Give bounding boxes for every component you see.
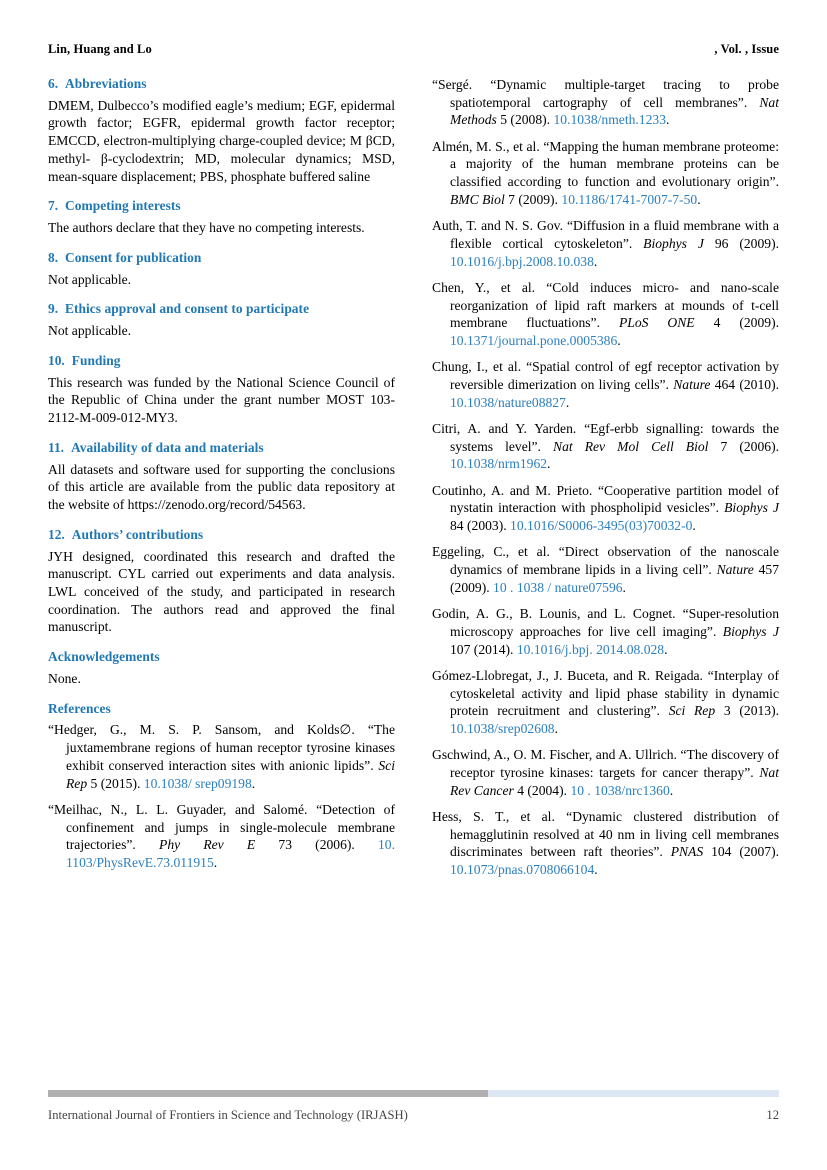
reference-entry <box>432 138 779 209</box>
reference-citation-text: Chen, Y., et al. “Cold induces micro- and nano-scale reorganization of lipid raft markers at mounds of t-cell membrane fluctuations”. <box>432 279 779 331</box>
reference-trailing-punctuation: . <box>554 721 558 736</box>
section-heading <box>48 301 395 318</box>
section-number: 6. <box>48 76 59 91</box>
reference-doi-link[interactable]: 10.1016/j.bpj. 2014.08.028 <box>516 641 665 657</box>
footer <box>48 1108 779 1123</box>
reference-entry <box>432 482 779 535</box>
reference-doi-link[interactable]: 10.1016/j.bpj.2008.10.038 <box>450 253 594 269</box>
reference-trailing-punctuation: . <box>593 253 598 269</box>
reference-citation-text: Eggeling, C., et al. “Direct observation of the nanoscale dynamics of membrane lipids in a living cell”. <box>432 544 779 578</box>
reference-journal-name: Nat Methods <box>450 94 779 128</box>
section-body-text: This research was funded by the National Science Council of the Republic of China under the grant number MOST 103-2112-M-009-012-MY3. <box>48 374 395 426</box>
reference-journal-name: Biophys J <box>724 500 779 516</box>
section-number: 7. <box>48 198 59 214</box>
reference-doi-link[interactable]: 10.1038/ srep09198 <box>143 775 252 791</box>
references-heading <box>48 701 395 718</box>
reference-volume-year: 96 (2009). <box>703 235 779 251</box>
right-column <box>432 76 779 1061</box>
reference-list <box>48 721 395 871</box>
section-number: 12. <box>48 526 65 542</box>
reference-journal-name: PLoS ONE <box>618 315 695 331</box>
section-block <box>48 76 395 185</box>
reference-entry <box>432 358 779 411</box>
footer-bar-blue-segment <box>488 1090 779 1097</box>
section-body-text: None. <box>48 670 81 686</box>
reference-journal-name: Sci Rep <box>66 757 395 791</box>
reference-volume-year: 4 (2004). <box>513 782 571 798</box>
reference-citation-text: “Sergé. “Dynamic multiple-target tracing to probe spatiotemporal cartography of cell membranes”. <box>432 77 779 110</box>
reference-doi-link[interactable]: 10.1016/S0006-3495(03)70032-0 <box>510 518 693 534</box>
section-title: Funding <box>71 352 121 368</box>
section-block <box>48 301 395 339</box>
reference-trailing-punctuation: . <box>697 191 701 207</box>
section-body-text: All datasets and software used for supporting the conclusions of this article are available from the public data repository at the website of https://zenodo.org/record/54563. <box>48 461 395 513</box>
section-title: Abbreviations <box>65 76 147 91</box>
reference-volume-year: 73 (2006). <box>255 837 378 853</box>
reference-journal-name: Nature <box>716 562 754 578</box>
reference-doi-link[interactable]: 10 . 1038 / nature07596 <box>493 579 623 595</box>
reference-volume-year: 107 (2014). <box>450 641 517 657</box>
reference-trailing-punctuation: . <box>251 775 256 791</box>
reference-citation-text: “Hedger, G., M. S. P. Sansom, and Kolds∅. “The juxtamembrane regions of human receptor tyrosine kinases exhibit conserved interaction sites with anionic lipids”. <box>48 722 395 773</box>
reference-citation-text: Chung, I., et al. “Spatial control of egf receptor activation by reversible dimerization on living cells”. <box>432 359 779 393</box>
reference-doi-link[interactable]: 10.1038/nature08827 <box>450 394 566 410</box>
reference-trailing-punctuation: . <box>622 579 626 595</box>
section-body-text: JYH designed, coordinated this research and drafted the manuscript. CYL carried out experiments and data analysis. LWL conceived of the study, and participated in research coordination. The authors read and approved the final manuscript. <box>48 548 395 635</box>
section-block <box>48 649 395 687</box>
reference-citation-text: Hess, S. T., et al. “Dynamic clustered distribution of hemagglutinin resolved at 40 nm in living cell membranes discriminates between raft theories”. <box>432 808 779 860</box>
reference-journal-name: Sci Rep <box>668 703 716 719</box>
section-title: Consent for publication <box>65 249 202 265</box>
left-column <box>48 76 395 1061</box>
section-body-text: Not applicable. <box>48 271 132 287</box>
reference-doi-link[interactable]: 10.1038/nrm1962 <box>450 456 548 472</box>
section-title: Acknowledgements <box>48 649 160 665</box>
section-heading <box>48 527 395 544</box>
reference-journal-name: Nat Rev Cancer <box>450 764 779 798</box>
section-heading <box>48 353 395 370</box>
reference-citation-text: “Meilhac, N., L. L. Guyader, and Salomé. “Detection of confinement and jumps in single-molecule membrane trajectories”. <box>48 801 395 853</box>
section-number: 10. <box>48 352 65 368</box>
reference-volume-year: 7 (2006). <box>708 438 779 454</box>
reference-citation-text: Gschwind, A., O. M. Fischer, and A. Ullrich. “The discovery of receptor tyrosine kinases: targets for cancer therapy”. <box>432 747 779 780</box>
reference-volume-year: 104 (2007). <box>703 844 779 860</box>
reference-doi-link[interactable]: 10.1371/journal.pone.0005386 <box>450 333 618 349</box>
reference-trailing-punctuation: . <box>547 456 551 472</box>
running-head <box>48 42 779 57</box>
reference-citation-text: Citri, A. and Y. Yarden. “Egf-erbb signalling: towards the systems level”. <box>432 420 779 454</box>
section-body-text: DMEM, Dulbecco’s modified eagle’s medium; EGF, epidermal growth factor; EGFR, epidermal growth factor receptor; EMCCD, electron-multiplying charge-coupled device; M βCD, methyl- β-cyclodextrin; MD, molecular dynamics; MSD, mean-square displacement; PBS, phosphate buffered saline <box>48 97 395 184</box>
reference-volume-year: 5 (2015). <box>87 775 144 791</box>
running-head-volume-issue: , Vol. , Issue <box>714 42 779 56</box>
reference-trailing-punctuation: . <box>669 782 674 798</box>
section-block <box>48 250 395 288</box>
reference-trailing-punctuation: . <box>664 641 668 657</box>
footer-bar-gray-segment <box>48 1090 488 1097</box>
section-title: Ethics approval and consent to participate <box>65 301 310 317</box>
section-title: Authors’ contributions <box>71 526 204 542</box>
reference-trailing-punctuation: . <box>565 394 570 410</box>
section-block <box>48 198 395 236</box>
reference-volume-year: 7 (2009). <box>504 191 562 207</box>
section-heading <box>48 76 395 93</box>
reference-citation-text: Almén, M. S., et al. “Mapping the human membrane proteome: a majority of the human membrane proteins can be classified according to function and evolutionary origin”. <box>432 138 779 190</box>
section-body-text: Not applicable. <box>48 323 132 339</box>
section-block <box>48 353 395 427</box>
section-heading <box>48 649 395 666</box>
reference-entry <box>432 746 779 799</box>
section-body-text: The authors declare that they have no competing interests. <box>48 220 365 236</box>
reference-doi-link[interactable]: 10.1186/1741-7007-7-50 <box>561 191 698 207</box>
section-title: Competing interests <box>65 198 181 214</box>
section-number: 9. <box>48 301 59 317</box>
reference-volume-year: 3 (2013). <box>715 703 780 719</box>
section-number: 11. <box>48 439 64 455</box>
running-head-authors: Lin, Huang and Lo <box>48 42 152 56</box>
reference-journal-name: Nature <box>673 377 711 393</box>
reference-entry <box>432 76 779 129</box>
reference-citation-text: Coutinho, A. and M. Prieto. “Cooperative partition model of nystatin interaction with phospholipid vesicles”. <box>432 482 779 516</box>
reference-trailing-punctuation: . <box>213 855 218 871</box>
footer-page-number: 12 <box>766 1108 779 1122</box>
reference-volume-year: 457 (2009). <box>450 562 779 595</box>
reference-journal-name: PNAS <box>670 844 704 860</box>
reference-citation-text: Gómez-Llobregat, J., J. Buceta, and R. Reigada. “Interplay of cytoskeletal activity and lipid phase stability in dynamic protein recruitment and clustering”. <box>432 667 779 719</box>
reference-trailing-punctuation: . <box>594 862 598 878</box>
two-column-body <box>48 76 779 1061</box>
section-title: Availability of data and materials <box>71 439 264 455</box>
reference-entry <box>432 420 779 473</box>
reference-entry <box>432 217 779 270</box>
reference-journal-name: Nat Rev Mol Cell Biol <box>553 438 709 454</box>
reference-entry <box>48 801 395 872</box>
reference-journal-name: Biophys J <box>643 235 704 251</box>
reference-journal-name: Phy Rev E <box>159 837 256 853</box>
references-title: References <box>48 700 111 716</box>
references-block <box>48 701 395 872</box>
section-number: 8. <box>48 249 59 265</box>
reference-doi-link[interactable]: 10.1038/nmeth.1233 <box>553 112 666 128</box>
section-block <box>48 527 395 636</box>
reference-doi-link[interactable]: 10.1073/pnas.0708066104 <box>450 862 595 878</box>
reference-volume-year: 5 (2008). <box>496 112 554 128</box>
reference-entry <box>432 543 779 596</box>
section-heading <box>48 440 395 457</box>
reference-entry <box>432 667 779 738</box>
reference-volume-year: 464 (2010). <box>710 377 779 393</box>
footer-decorative-bar <box>48 1090 779 1097</box>
section-heading <box>48 198 395 215</box>
reference-volume-year: 4 (2009). <box>694 315 780 331</box>
reference-trailing-punctuation: . <box>617 333 621 349</box>
reference-doi-link[interactable]: 10.1038/srep02608 <box>450 721 555 736</box>
section-block <box>48 440 395 514</box>
reference-trailing-punctuation: . <box>666 112 670 128</box>
section-heading <box>48 250 395 267</box>
reference-journal-name: BMC Biol <box>450 191 505 207</box>
reference-citation-text: Godin, A. G., B. Lounis, and L. Cognet. “Super-resolution microscopy approaches for live cell imaging”. <box>432 606 779 639</box>
reference-list-continued <box>432 76 779 879</box>
reference-entry <box>432 279 779 350</box>
reference-volume-year: 84 (2003). <box>450 518 511 534</box>
reference-entry <box>48 721 395 792</box>
reference-trailing-punctuation: . <box>692 518 696 534</box>
footer-journal-name: International Journal of Frontiers in Science and Technology (IRJASH) <box>48 1108 408 1122</box>
reference-doi-link[interactable]: 10. 1103/PhysRevE.73.011915 <box>66 837 395 871</box>
reference-doi-link[interactable]: 10 . 1038/nrc1360 <box>570 782 670 798</box>
reference-entry <box>432 808 779 879</box>
reference-citation-text: Auth, T. and N. S. Gov. “Diffusion in a fluid membrane with a flexible cortical cytoskeleton”. <box>432 218 779 251</box>
reference-journal-name: Biophys J <box>722 623 779 639</box>
reference-entry <box>432 605 779 658</box>
